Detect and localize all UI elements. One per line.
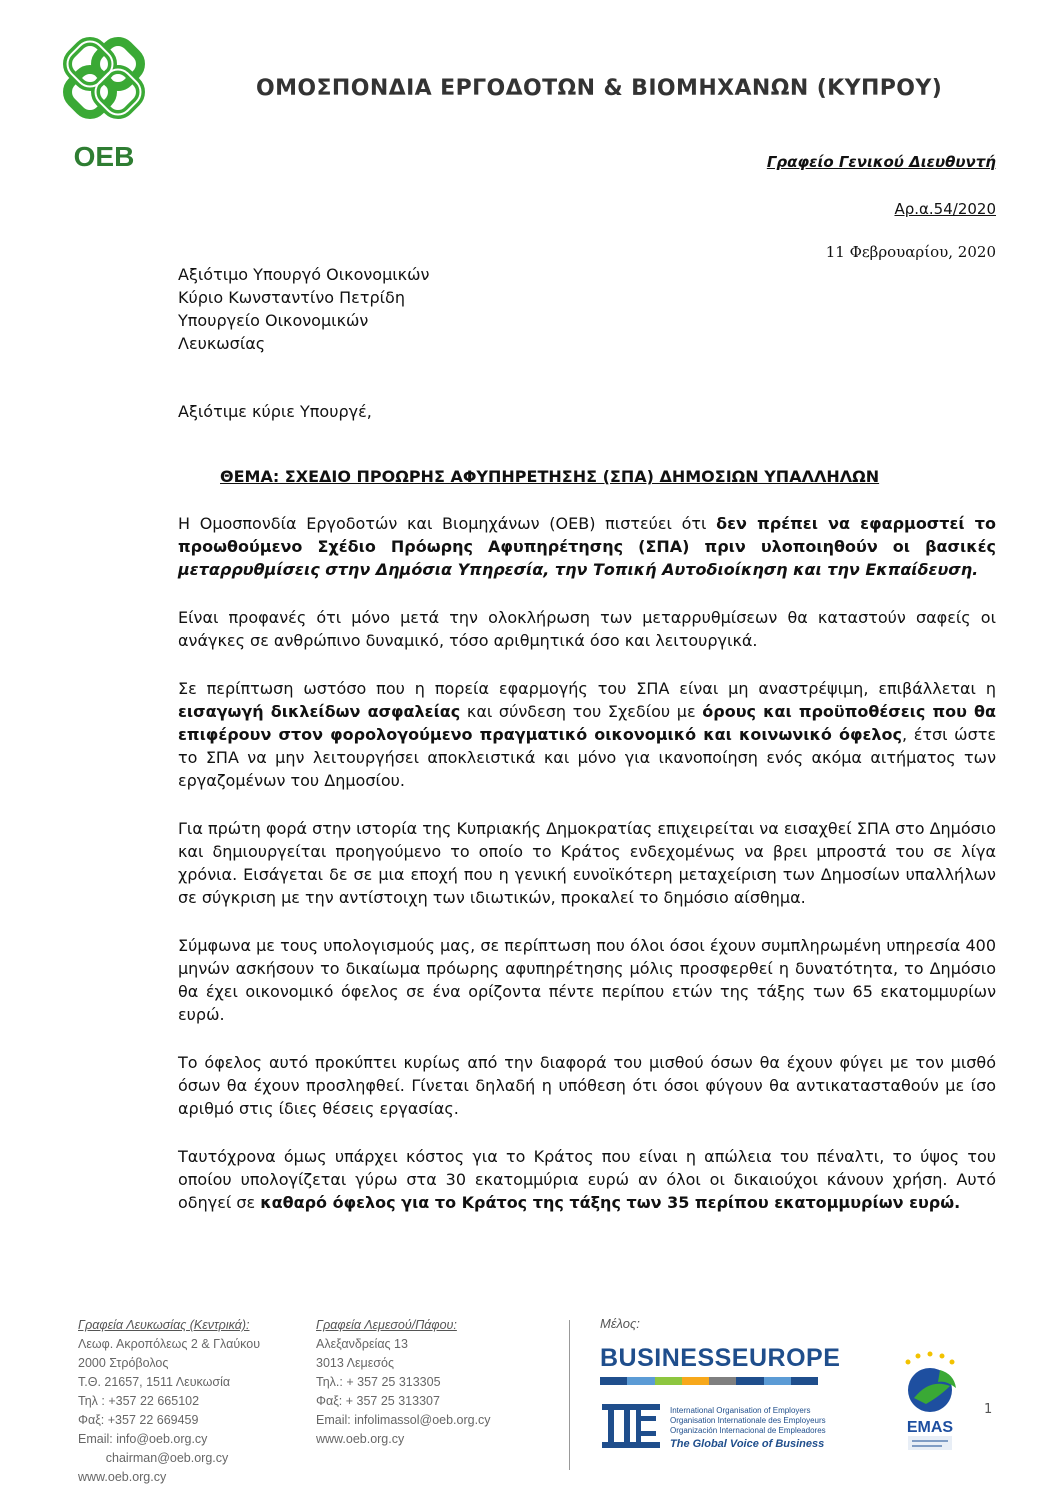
footer-line: 2000 Στρόβολος bbox=[78, 1356, 169, 1370]
footer-line: Φαξ: +357 22 669459 bbox=[78, 1413, 199, 1427]
footer-line: Αλεξανδρείας 13 bbox=[316, 1337, 408, 1351]
body-paragraph bbox=[178, 817, 996, 909]
oie-names bbox=[670, 1406, 826, 1436]
footer-line: Τ.Θ. 21657, 1511 Λευκωσία bbox=[78, 1375, 231, 1389]
salutation: Αξιότιμε κύριε Υπουργέ, bbox=[178, 402, 372, 421]
footer-limassol bbox=[316, 1316, 491, 1449]
body-paragraph bbox=[178, 1145, 996, 1214]
subject-line: ΘΕΜΑ: ΣΧΕΔΙΟ ΠΡΟΩΡΗΣ ΑΦΥΠΗΡΕΤΗΣΗΣ (ΣΠΑ) ΔΗΜΟΣΙΩΝ ΥΠΑΛΛΗΛΩΝ bbox=[220, 467, 880, 486]
text-run: Η Ομοσπονδία Εργοδοτών και Βιομηχάνων (ΟΕΒ) πιστεύει ότι bbox=[178, 514, 717, 533]
footer-line: www.oeb.org.cy bbox=[78, 1470, 167, 1484]
text-run: , έτσι ώστε το ΣΠΑ να μην λειτουργήσει αποκλειστικά και μόνο για ικανοποίηση ενός ακόμα αιτήματος των εργαζομένων του Δημοσίου. bbox=[178, 725, 997, 790]
text-run: και σύνδεση του Σχεδίου με bbox=[460, 702, 703, 721]
bold-text-run: καθαρό όφελος για το Κράτος της τάξης των 35 περίπου εκατομμυρίων ευρώ. bbox=[260, 1193, 961, 1212]
recipient-line: Κύριο Κωνσταντίνο Πετρίδη bbox=[178, 288, 405, 307]
emas-text: EMAS bbox=[906, 1419, 954, 1436]
body-paragraph bbox=[178, 934, 996, 1026]
footer-heading: Γραφεία Λευκωσίας (Κεντρικά): bbox=[78, 1318, 250, 1332]
text-run: Για πρώτη φορά στην ιστορία της Κυπριακής Δημοκρατίας επιχειρείται να εισαχθεί ΣΠΑ στο Δημόσιο και δημιουργείται προηγούμενο το οποίο το Κράτος ενδεχομένως να βρει μπροστά του σε λίγα χρόνια. Εισάγεται δε σε μια εποχή που η γενική ευνοϊκότερη μεταχείριση των Δημοσίων υπαλλήλων σε σύγκριση με την αντίστοιχη των ιδιωτικών, προκαλεί το δημόσιο αίσθημα. bbox=[178, 819, 996, 907]
oie-name-line: Organisation Internationale des Employeurs bbox=[670, 1416, 826, 1425]
recipient-line: Αξιότιμο Υπουργό Οικονομικών bbox=[178, 265, 430, 284]
oie-name-line: International Organisation of Employers bbox=[670, 1406, 811, 1415]
bold-text-run: μεταρρυθμίσεις στην Δημόσια Υπηρεσία, την Τοπική Αυτοδιοίκηση και την Εκπαίδευση. bbox=[178, 560, 979, 579]
footer-line: 3013 Λεμεσός bbox=[316, 1356, 394, 1370]
footer-line: Τηλ : +357 22 665102 bbox=[78, 1394, 200, 1408]
recipient-block bbox=[178, 263, 429, 355]
body-paragraph bbox=[178, 1051, 996, 1120]
logo-text: OEB bbox=[73, 141, 135, 170]
footer-divider bbox=[569, 1320, 570, 1470]
oie-logo bbox=[600, 1398, 830, 1454]
bold-text-run: εισαγωγή δικλείδων ασφαλείας bbox=[178, 702, 461, 721]
recipient-line: Λευκωσίας bbox=[178, 334, 266, 353]
footer-line: Φαξ: + 357 25 313307 bbox=[316, 1394, 440, 1408]
oie-name-line: Organización Internacional de Empleadores bbox=[670, 1426, 826, 1435]
text-run: Ταυτόχρονα όμως υπάρχει κόστος για το Κράτος που είναι η απώλεια του πέναλτι, το ύψος του οποίου υπολογίζεται γύρω στα 30 εκατομμύρια ευρώ αν όλοι οι δικαιούχοι κάνουν χρήση. Αυτό οδηγεί σε bbox=[178, 1147, 996, 1212]
body-paragraph bbox=[178, 512, 996, 581]
businesseurope-logo bbox=[600, 1344, 840, 1385]
text-run: Σε περίπτωση ωστόσο που η πορεία εφαρμογής του ΣΠΑ είναι μη αναστρέψιμη, επιβάλλεται η bbox=[178, 679, 996, 698]
org-name: ΟΜΟΣΠΟΝΔΙΑ ΕΡΓΟΔΟΤΩΝ & ΒΙΟΜΗΧΑΝΩΝ (ΚΥΠΡΟΥ) bbox=[256, 76, 943, 101]
member-label: Μέλος: bbox=[600, 1316, 640, 1331]
footer-heading: Γραφεία Λεμεσού/Πάφου: bbox=[316, 1318, 457, 1332]
footer-line: Email: info@oeb.org.cy bbox=[78, 1432, 208, 1446]
footer-line: chairman@oeb.org.cy bbox=[78, 1451, 229, 1465]
oeb-logo bbox=[56, 30, 152, 170]
bold-text-run: δεν πρέπει να εφαρμοστεί το προωθούμενο Σχέδιο Πρόωρης Αφυπηρέτησης (ΣΠΑ) πριν υλοποιηθούν οι βασικές bbox=[178, 514, 996, 556]
businesseurope-color-bar bbox=[600, 1377, 818, 1385]
bold-text-run: όρους και προϋποθέσεις που θα επιφέρουν στον φορολογούμενο πραγματικό οικονομικό και κοινωνικό όφελος bbox=[178, 702, 997, 744]
oeb-knot-icon bbox=[56, 30, 152, 170]
text-run: Είναι προφανές ότι μόνο μετά την ολοκλήρωση των μεταρρυθμίσεων θα καταστούν σαφείς οι ανάγκες σε ανθρώπινο δυναμικό, τόσο αριθμητικά όσο και λειτουργικά. bbox=[178, 608, 996, 650]
letter-date: 11 Φεβρουαρίου, 2020 bbox=[825, 243, 996, 261]
page-number: 1 bbox=[984, 1402, 993, 1417]
footer-line: Email: infolimassol@oeb.org.cy bbox=[316, 1413, 491, 1427]
reference-number: Αρ.α.54/2020 bbox=[894, 200, 996, 218]
businesseurope-text: BUSINESSEUROPE bbox=[600, 1344, 841, 1372]
footer-line: www.oeb.org.cy bbox=[316, 1432, 405, 1446]
text-run: Σύμφωνα με τους υπολογισμούς μας, σε περίπτωση που όλοι όσοι έχουν συμπληρωμένη υπηρεσία 400 μηνών ασκήσουν το δικαίωμα πρόωρης αφυπηρέτησης μόλις προσφερθεί η δυνατότητα, το Δημόσιο θα έχει οικονομικό όφελος σε ένα ορίζοντα πέντε περίπου ετών της τάξης των 65 εκατομμυρίων ευρώ. bbox=[178, 936, 996, 1024]
footer-line: Τηλ.: + 357 25 313305 bbox=[316, 1375, 441, 1389]
footer-nicosia bbox=[78, 1316, 260, 1487]
oie-tagline: The Global Voice of Business bbox=[670, 1438, 825, 1450]
office-name: Γραφείο Γενικού Διευθυντή bbox=[766, 153, 996, 171]
letter-body bbox=[178, 512, 996, 1239]
emas-logo bbox=[894, 1348, 974, 1458]
body-paragraph bbox=[178, 606, 996, 652]
oie-emblem-icon bbox=[600, 1400, 662, 1452]
body-paragraph bbox=[178, 677, 996, 792]
emas-emblem-icon bbox=[894, 1348, 974, 1458]
text-run: Το όφελος αυτό προκύπτει κυρίως από την διαφορά του μισθού όσων θα έχουν φύγει με τον μισθό όσων θα έχουν προσληφθεί. Γίνεται δηλαδή η υπόθεση ότι όσοι φύγουν θα αντικατασταθούν με ίσο αριθμό στις ίδιες θέσεις εργασίας. bbox=[178, 1053, 996, 1118]
recipient-line: Υπουργείο Οικονομικών bbox=[178, 311, 369, 330]
footer-line: Λεωφ. Ακροπόλεως 2 & Γλαύκου bbox=[78, 1337, 261, 1351]
